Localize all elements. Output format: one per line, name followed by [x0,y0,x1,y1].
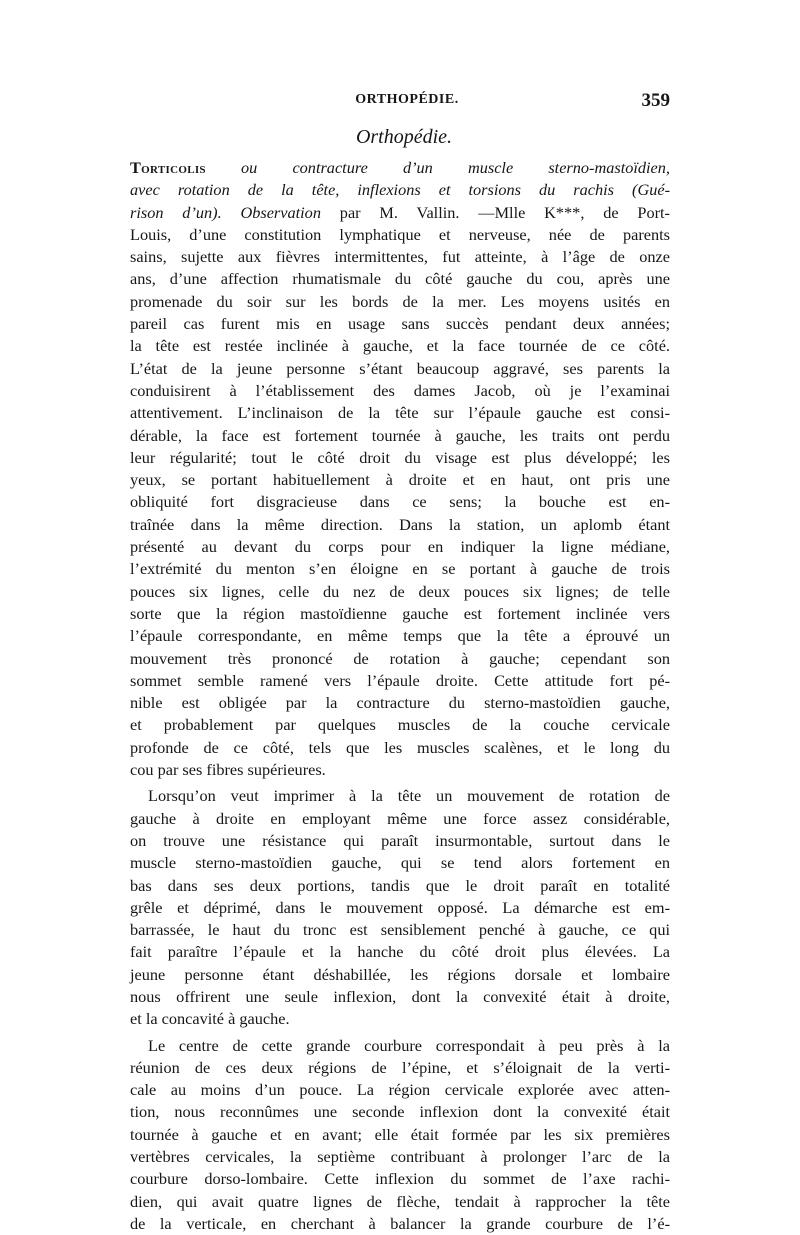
running-head [130,92,670,116]
text-line: et probablement par quelques muscles de la couche cervicale [130,715,670,735]
text-line: jeune personne étant déshabillée, les régions dorsale et lombaire [130,964,670,984]
text-line: pareil cas furent mis en usage sans succès pendant deux années; [130,314,670,334]
text-line: yeux, se portant habituellement à droite et en haut, ont pris une [130,470,670,490]
paragraph-curvature [130,1035,670,1235]
text-line: nible est obligée par la contracture du sterno-mastoïdien gauche, [130,693,670,713]
text-line: de la verticale, en cherchant à balancer la grande courbure de l’é- [130,1213,670,1233]
text-line: gauche à droite en employant même une force assez considérable, [130,808,670,828]
text-line: traînée dans la même direction. Dans la station, un aplomb étant [130,514,670,534]
text-line: obliquité fort disgracieuse dans ce sens; la bouche est en- [130,492,670,512]
text-line [130,202,670,224]
text-line: L’état de la jeune personne s’étant beaucoup aggravé, ses parents la [130,358,670,378]
section-title: Orthopédie. [355,126,453,148]
text-line: réunion de ces deux régions de l’épine, et s’éloignait de la verti- [130,1057,670,1077]
entry-author: par M. Vallin. —Mlle K***, de Port- [320,202,670,222]
entry-heading: rison d’un). Observation [130,202,321,222]
text-line: bas dans ses deux portions, tandis que le droit paraît en totalité [130,875,670,895]
text-line: mouvement très prononcé de rotation à gauche; cependant son [130,648,670,668]
paragraph-observation [130,157,670,781]
text-line: présenté au devant du corps pour en indiquer la ligne médiane, [130,537,670,557]
text-line: barrassée, le haut du tronc est sensiblement penché à gauche, ce qui [130,920,670,940]
text-line: vertèbres cervicales, la septième contribuant à prolonger l’arc de la [130,1147,670,1167]
text-line: Le centre de cette grande courbure correspondait à peu près à la [148,1035,670,1055]
text-line: courbure dorso-lombaire. Cette inflexion du sommet de l’axe rachi- [130,1169,670,1189]
text-line: tion, nous reconnûmes une seconde inflexion dont la convexité était [130,1102,670,1122]
page-number: 359 [641,90,670,111]
text-line: sains, sujette aux fièvres intermittentes, fut atteinte, à l’âge de onze [130,247,670,267]
entry-heading: ou [205,158,293,177]
text-line [130,157,670,179]
text-line: leur régularité; tout le côté droit du visage est plus développé; les [130,447,670,467]
text-line: conduisirent à l’établissement des dames Jacob, où je l’examinai [130,380,670,400]
text-line: Louis, d’une constitution lymphatique et nerveuse, née de parents [130,224,670,244]
text-line: dérable, la face est fortement tournée à gauche, les traits ont perdu [130,425,670,445]
running-title: ORTHOPÉDIE. [355,92,459,107]
text-line: nous offrirent une seule inflexion, dont la convexité était à droite, [130,986,670,1006]
text-line: sorte que la région mastoïdienne gauche est fortement inclinée vers [130,603,670,623]
text-line: la tête est restée inclinée à gauche, et la face tournée de ce côté. [130,336,670,356]
text-line: avec rotation de la tête, inflexions et torsions du rachis (Gué- [130,180,670,200]
entry-heading: contracture d’un muscle sterno-mastoïdien, [292,158,670,177]
entry-keyword: Torticolis [130,158,206,177]
body-text [130,157,670,1235]
text-line: et la concavité à gauche. [130,1009,290,1029]
text-line: cou par ses fibres supérieures. [130,760,326,780]
text-line: profonde de ce côté, tels que les muscles scalènes, et le long du [130,737,670,757]
text-line: ans, d’une affection rhumatismale du côté gauche du cou, après une [130,269,670,289]
text-line: attentivement. L’inclinaison de la tête sur l’épaule gauche est consi- [130,403,670,423]
text-line: promenade du soir sur les bords de la mer. Les moyens usités en [130,291,670,311]
text-line: fait paraître l’épaule et la hanche du côté droit plus élevées. La [130,942,670,962]
text-line: Lorsqu’on veut imprimer à la tête un mouvement de rotation de [148,786,670,806]
text-line: tournée à gauche et en avant; elle était formée par les six premières [130,1124,670,1144]
text-line: muscle sterno-mastoïdien gauche, qui se tend alors fortement en [130,853,670,873]
text-line: pouces six lignes, celle du nez de deux pouces six lignes; de telle [130,581,670,601]
text-line: grêle et déprimé, dans le mouvement opposé. La démarche est em- [130,897,670,917]
text-line: cale au moins d’un pouce. La région cervicale explorée avec atten- [130,1080,670,1100]
text-line: dien, qui avait quatre lignes de flèche, tendait à rapprocher la tête [130,1191,670,1211]
text-line: l’extrémité du menton s’en éloigne en se portant à gauche de trois [130,559,670,579]
text-line: on trouve une résistance qui paraît insurmontable, surtout dans le [130,830,670,850]
text-line: l’épaule correspondante, en même temps que la tête a éprouvé un [130,626,670,646]
paragraph-examination [130,785,670,1030]
text-line: sommet semble ramené vers l’épaule droite. Cette attitude fort pé- [130,670,670,690]
